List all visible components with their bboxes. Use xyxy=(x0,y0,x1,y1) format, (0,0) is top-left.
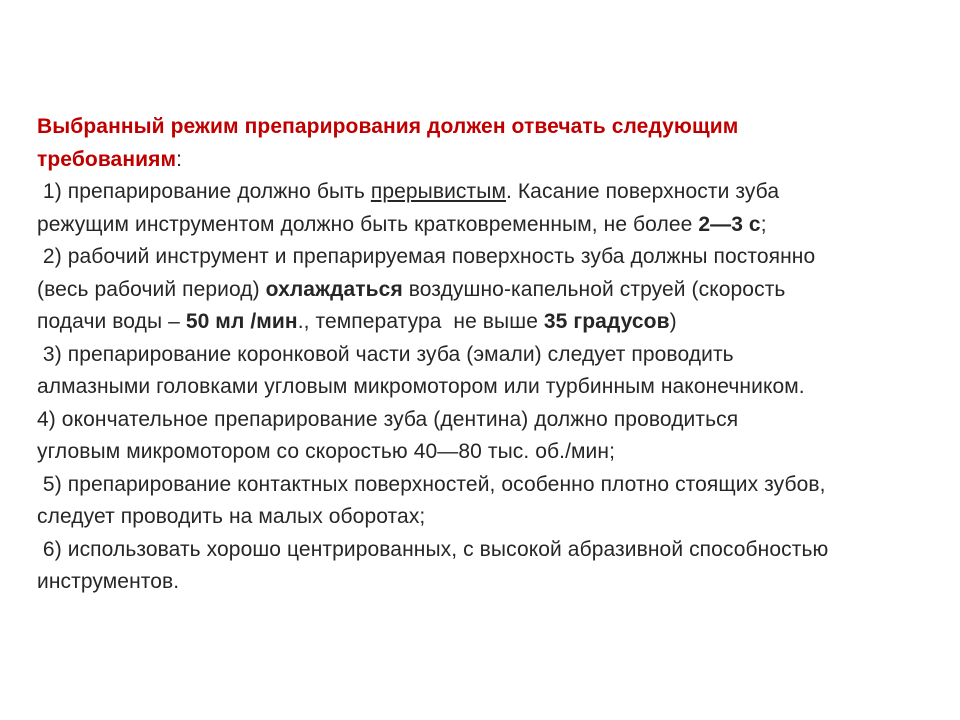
item-1-text-d: ; xyxy=(760,212,767,236)
item-2-line-2 xyxy=(37,274,952,307)
item-4-text-b: угловым микромотором со скоростью 40—80 тыс. об./мин; xyxy=(37,440,616,463)
item-3-line-1 xyxy=(37,339,952,372)
item-4-text-a: 4) окончательное препарирование зуба (дентина) должно проводиться xyxy=(37,407,739,431)
item-4-line-1 xyxy=(37,404,952,437)
item-5-line-1 xyxy=(37,469,952,502)
item-1-line-1 xyxy=(37,176,952,209)
item-2-text-a: 2) рабочий инструмент и препарируемая поверхность зуба должны постоянно xyxy=(37,245,816,268)
item-2-line-3 xyxy=(37,306,952,339)
item-1-bold-duration: 2—3 с xyxy=(698,212,761,236)
item-2-bold-cooling: охлаждаться xyxy=(265,277,403,301)
slide-body-text xyxy=(37,111,952,599)
item-6-text-b: инструментов. xyxy=(37,570,180,593)
heading-line-1 xyxy=(37,111,952,144)
item-1-text-b: . Касание поверхности зуба xyxy=(505,180,780,203)
item-2-line-1 xyxy=(37,241,952,274)
item-5-line-2 xyxy=(37,501,952,534)
item-2-text-d: подачи воды – xyxy=(37,310,186,333)
item-4-line-2 xyxy=(37,436,952,469)
item-6-text-a: 6) использовать хорошо центрированных, с высокой абразивной способностью xyxy=(37,537,829,561)
item-6-line-1 xyxy=(37,534,952,567)
item-3-text-a: 3) препарирование коронковой части зуба (эмали) следует проводить xyxy=(37,342,734,366)
item-6-line-2 xyxy=(37,566,952,599)
item-2-bold-flow-rate: 50 мл /мин xyxy=(185,310,298,333)
heading-text-part-1: Выбранный режим препарирования должен отвечать следующим xyxy=(37,115,739,138)
heading-line-2 xyxy=(37,144,952,177)
item-2-bold-temperature: 35 градусов xyxy=(543,310,670,333)
item-1-text-c: режущим инструментом должно быть кратковременным, не более xyxy=(37,212,699,236)
item-5-text-a: 5) препарирование контактных поверхностей, особенно плотно стоящих зубов, xyxy=(37,472,826,496)
item-2-text-c: воздушно-капельной струей (скорость xyxy=(402,277,786,301)
item-1-underlined-term: прерывистым xyxy=(370,180,506,203)
heading-colon: : xyxy=(176,147,183,171)
item-5-text-b: следует проводить на малых оборотах; xyxy=(37,505,426,528)
heading-text-part-2: требованиям xyxy=(37,147,177,171)
item-2-text-f: ) xyxy=(669,310,677,333)
item-2-text-b: (весь рабочий период) xyxy=(37,277,266,301)
item-2-text-e: ., температура не выше xyxy=(297,310,544,333)
item-1-text-a: 1) препарирование должно быть xyxy=(37,180,371,203)
item-1-line-2 xyxy=(37,209,952,242)
item-3-text-b: алмазными головками угловым микромотором или турбинным наконечником. xyxy=(37,375,805,398)
item-3-line-2 xyxy=(37,371,952,404)
